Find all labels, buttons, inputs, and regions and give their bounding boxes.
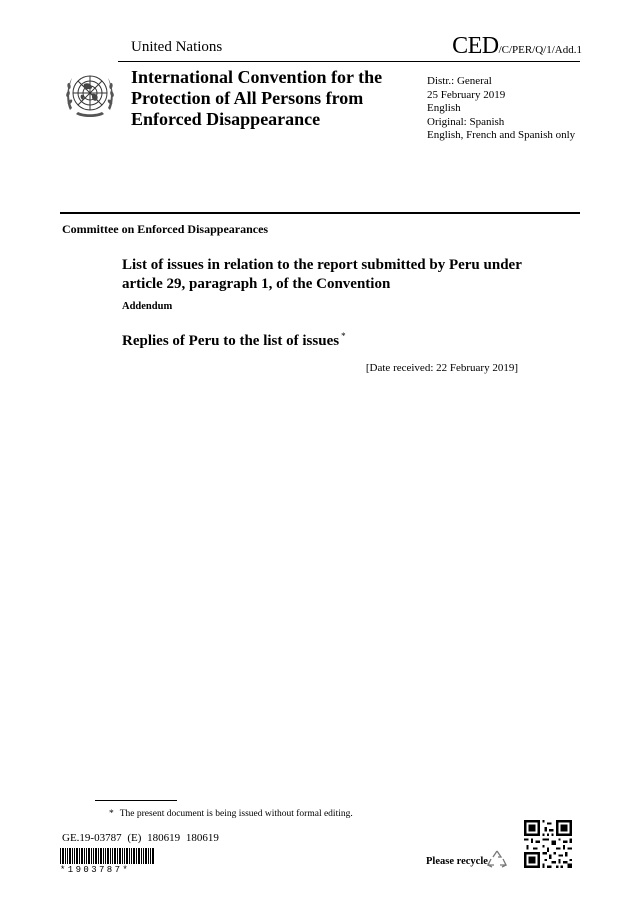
replies-heading (122, 331, 346, 350)
addendum-label: Addendum (122, 301, 173, 312)
barcode-number: *1903787* (60, 865, 131, 875)
organization-name: United Nations (131, 39, 223, 55)
qr-code-icon (524, 820, 572, 868)
distr-languages-only: English, French and Spanish only (427, 129, 576, 141)
symbol-rest: /C/PER/Q/1/Add.1 (498, 44, 582, 56)
footnote-ref: * (341, 331, 346, 341)
un-emblem-icon (62, 66, 118, 122)
footnote-rule (95, 800, 177, 801)
committee-name: Committee on Enforced Disappearances (62, 222, 269, 236)
header-rule (118, 61, 580, 62)
footnote-marker: * (109, 809, 114, 819)
distribution-block (427, 75, 575, 143)
footnote (95, 809, 353, 819)
symbol-main: CED (452, 33, 499, 59)
document-title: List of issues in relation to the report submitted by Peru under article 29, paragraph 1, of the Convention (122, 257, 522, 292)
document-symbol (452, 33, 582, 60)
distr-line: Distr.: General (427, 75, 492, 87)
barcode-icon (60, 848, 154, 864)
ge-number: GE.19-03787 (E) 180619 180619 (62, 832, 219, 844)
convention-title: International Convention for the Protection of All Persons from Enforced Disappearance (131, 67, 383, 129)
distr-original: Original: Spanish (427, 115, 505, 128)
footnote-text: The present document is being issued without formal editing. (119, 809, 353, 819)
header-thick-rule (60, 212, 580, 214)
recycle-label: Please recycle (426, 856, 488, 867)
replies-heading-text: Replies of Peru to the list of issues (122, 333, 340, 349)
distr-date: 25 February 2019 (427, 88, 506, 101)
recycle-icon (486, 848, 508, 870)
date-received: [Date received: 22 February 2019] (365, 362, 518, 374)
distr-language: English (427, 102, 461, 114)
